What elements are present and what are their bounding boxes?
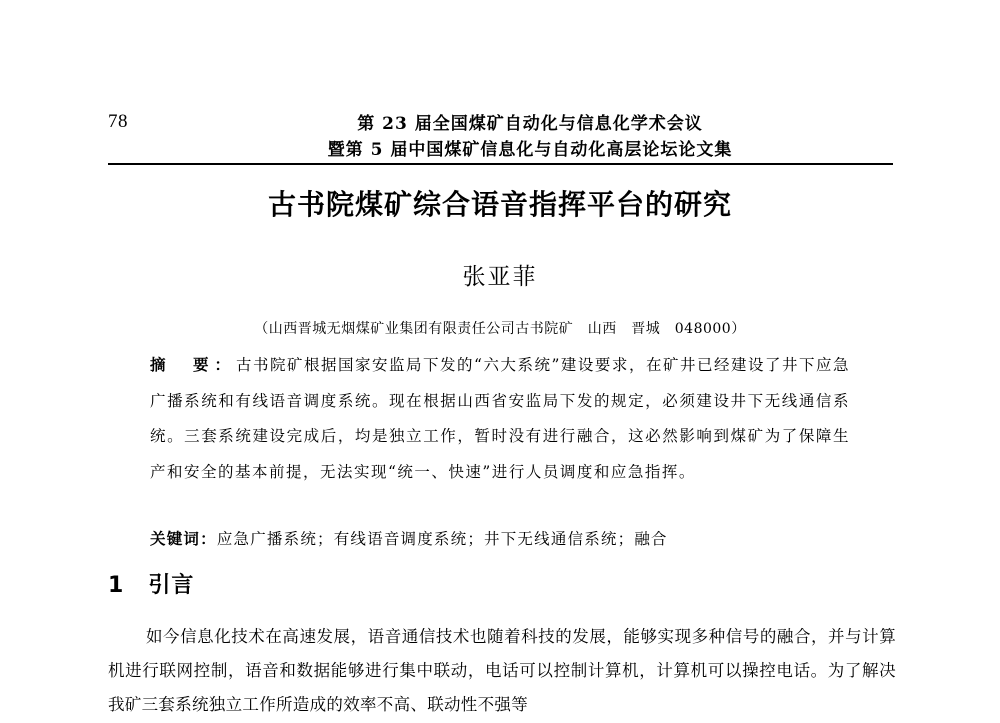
section-body-paragraph: 如今信息化技术在高速发展，语音通信技术也随着科技的发展，能够实现多种信号的融合，并与计算机进行联网控制，语音和数据能够进行集中联动，电话可以控制计算机，计算机可以操控电话。为了解决我矿三套系统独立工作所造成的效率不高、联动性不强等 bbox=[108, 627, 896, 714]
keywords-label: 关键词： bbox=[150, 530, 217, 548]
abstract bbox=[150, 348, 850, 490]
section-heading bbox=[108, 568, 194, 599]
abstract-text: 古书院矿根据国家安监局下发的“六大系统”建设要求，在矿井已经建设了井下应急广播系统和有线语音调度系统。现在根据山西省安监局下发的规定，必须建设井下无线通信系统。三套系统建设完成后，均是独立工作，暂时没有进行融合，这必然影响到煤矿为了保障生产和安全的基本前提，无法实现“统一、快速”进行人员调度和应急指挥。 bbox=[150, 356, 850, 481]
conference-title-line-1: 第 23 届全国煤矿自动化与信息化学术会议 bbox=[357, 114, 703, 134]
paper-title: 古书院煤矿综合语音指挥平台的研究 bbox=[267, 188, 732, 221]
abstract-label: 摘 要： bbox=[150, 356, 237, 374]
section-title: 引言 bbox=[148, 573, 195, 598]
author-name: 张亚菲 bbox=[462, 264, 538, 290]
author-affiliation: （山西晋城无烟煤矿业集团有限责任公司古书院矿 山西 晋城 048000） bbox=[254, 321, 746, 337]
keywords bbox=[150, 526, 850, 552]
conference-title-line-2: 暨第 5 届中国煤矿信息化与自动化高层论坛论文集 bbox=[327, 140, 733, 160]
header-rule bbox=[108, 163, 893, 165]
page-number: 78 bbox=[108, 111, 128, 132]
section-number: 1 bbox=[108, 573, 125, 598]
keywords-text: 应急广播系统；有线语音调度系统；井下无线通信系统；融合 bbox=[216, 530, 668, 548]
running-header bbox=[250, 111, 810, 163]
